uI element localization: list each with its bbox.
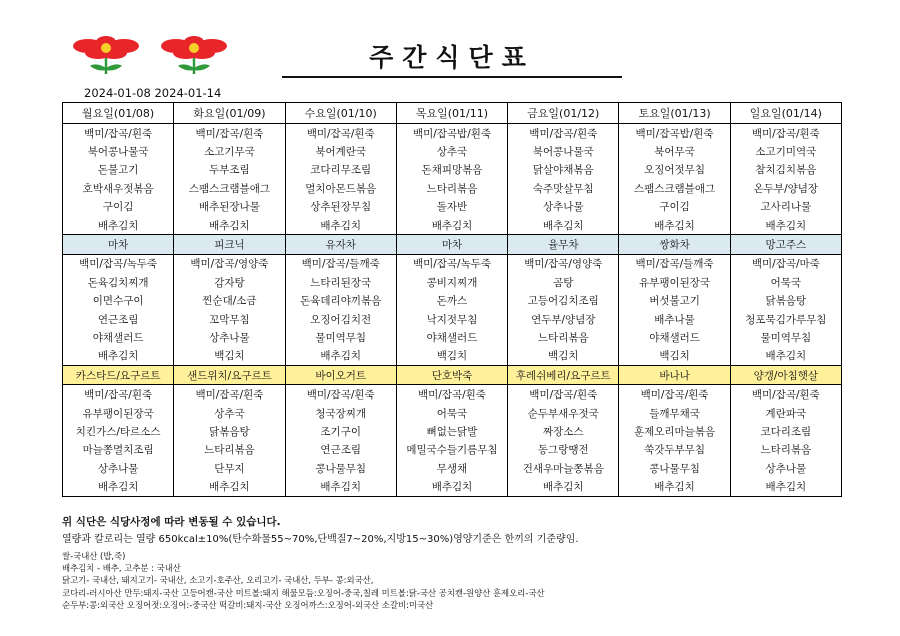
flower-icon (73, 36, 139, 74)
dinner-section (63, 385, 842, 496)
menu-cell: 연근조림 (63, 310, 174, 328)
menu-cell: 야채샐러드 (63, 328, 174, 346)
day-header-row (63, 103, 842, 124)
menu-cell: 유부팽이된장국 (619, 273, 730, 291)
breakfast-section (63, 124, 842, 235)
menu-cell: 느타리볶음 (730, 441, 841, 459)
snack-cell: 단호박죽 (396, 366, 507, 385)
menu-cell: 느타리볶음 (396, 179, 507, 197)
menu-cell: 스팸스크램블애그 (619, 179, 730, 197)
menu-cell: 백미/잡곡밥/흰죽 (619, 124, 730, 143)
snack-cell: 카스타드/요구르트 (63, 366, 174, 385)
menu-cell: 콩나물무침 (285, 459, 396, 477)
breakfast-row (63, 124, 842, 143)
snack-cell: 망고주스 (730, 235, 841, 254)
dinner-row (63, 459, 842, 477)
menu-cell: 야채샐러드 (619, 328, 730, 346)
menu-cell: 이면수구이 (63, 292, 174, 310)
menu-cell: 연근조림 (285, 441, 396, 459)
menu-cell: 백미/잡곡/흰죽 (396, 385, 507, 404)
origin-line: 쌀-국내산 (밥,죽) (62, 551, 126, 561)
dinner-row (63, 422, 842, 440)
breakfast-row (63, 161, 842, 179)
menu-cell: 느타리볶음 (508, 328, 619, 346)
menu-cell: 배추김치 (396, 477, 507, 496)
menu-cell: 스팸스크램블애그 (174, 179, 285, 197)
breakfast-row (63, 216, 842, 235)
snack-cell: 쌍화차 (619, 235, 730, 254)
snack-cell: 유자차 (285, 235, 396, 254)
snack-cell: 율무차 (508, 235, 619, 254)
day-header: 토요일(01/13) (619, 103, 730, 124)
weekly-menu-table (62, 102, 842, 497)
menu-cell: 곰탕 (508, 273, 619, 291)
menu-cell: 배추김치 (285, 477, 396, 496)
lunch-section (63, 254, 842, 365)
menu-cell: 오징어김치전 (285, 310, 396, 328)
lunch-row (63, 254, 842, 273)
origin-info (62, 550, 545, 611)
menu-cell: 참치김치볶음 (730, 161, 841, 179)
menu-cell: 백미/잡곡/녹두죽 (396, 254, 507, 273)
menu-cell: 백김치 (619, 347, 730, 366)
day-header: 금요일(01/12) (508, 103, 619, 124)
menu-cell: 백미/잡곡/영양죽 (508, 254, 619, 273)
menu-cell: 북어콩나물국 (63, 142, 174, 160)
menu-cell: 구이김 (619, 198, 730, 216)
notice-text: 위 식단은 식당사정에 따라 변동될 수 있습니다. (62, 516, 281, 528)
menu-cell: 배추김치 (730, 347, 841, 366)
menu-cell: 무생채 (396, 459, 507, 477)
day-header: 화요일(01/09) (174, 103, 285, 124)
menu-cell: 닭살야채볶음 (508, 161, 619, 179)
date-range: 2024-01-08 2024-01-14 (84, 86, 222, 100)
lunch-row (63, 292, 842, 310)
menu-cell: 배추김치 (730, 216, 841, 235)
menu-cell: 유부팽이된장국 (63, 404, 174, 422)
menu-cell: 상추나물 (63, 459, 174, 477)
menu-cell: 배추김치 (285, 216, 396, 235)
menu-cell: 백미/잡곡/들깨죽 (285, 254, 396, 273)
menu-cell: 순두부새우젓국 (508, 404, 619, 422)
menu-cell: 북어무국 (619, 142, 730, 160)
snack-cell: 마차 (396, 235, 507, 254)
menu-cell: 돈육김치찌개 (63, 273, 174, 291)
menu-cell: 배추김치 (174, 216, 285, 235)
day-header: 수요일(01/10) (285, 103, 396, 124)
menu-cell: 호박새우젓볶음 (63, 179, 174, 197)
menu-cell: 상추나물 (730, 459, 841, 477)
menu-cell: 돈육데리야끼볶음 (285, 292, 396, 310)
afternoon-snack-row (63, 366, 842, 385)
menu-cell: 닭볶음탕 (730, 292, 841, 310)
menu-cell: 백미/잡곡/흰죽 (63, 385, 174, 404)
snack-cell: 바이오거트 (285, 366, 396, 385)
menu-cell: 낙지젓무침 (396, 310, 507, 328)
menu-cell: 백미/잡곡/들깨죽 (619, 254, 730, 273)
day-header: 일요일(01/14) (730, 103, 841, 124)
menu-cell: 배추김치 (619, 477, 730, 496)
menu-cell: 어묵국 (396, 404, 507, 422)
menu-cell: 오징어젓무침 (619, 161, 730, 179)
menu-cell: 쑥갓두부무침 (619, 441, 730, 459)
menu-cell: 코다리조림 (730, 422, 841, 440)
menu-cell: 배추된장나물 (174, 198, 285, 216)
menu-cell: 백미/잡곡/흰죽 (508, 385, 619, 404)
menu-cell: 배추김치 (508, 477, 619, 496)
breakfast-row (63, 142, 842, 160)
menu-cell: 느타리된장국 (285, 273, 396, 291)
dinner-row (63, 404, 842, 422)
menu-cell: 돌자반 (396, 198, 507, 216)
menu-cell: 고등어김치조림 (508, 292, 619, 310)
menu-cell: 백미/잡곡/흰죽 (63, 124, 174, 143)
menu-cell: 물미역무침 (285, 328, 396, 346)
menu-cell: 백미/잡곡/흰죽 (730, 124, 841, 143)
title-underline (282, 76, 622, 78)
snack-cell: 바나나 (619, 366, 730, 385)
menu-cell: 배추김치 (508, 216, 619, 235)
menu-cell: 계란파국 (730, 404, 841, 422)
day-header: 월요일(01/08) (63, 103, 174, 124)
menu-cell: 닭볶음탕 (174, 422, 285, 440)
menu-cell: 배추나물 (619, 310, 730, 328)
menu-cell: 감자탕 (174, 273, 285, 291)
menu-cell: 조기구이 (285, 422, 396, 440)
menu-cell: 치킨가스/타르소스 (63, 422, 174, 440)
dinner-row (63, 385, 842, 404)
menu-cell: 백미/잡곡/흰죽 (174, 385, 285, 404)
menu-cell: 배추김치 (285, 347, 396, 366)
snack-cell: 양갱/아침햇살 (730, 366, 841, 385)
menu-cell: 훈제오리마늘볶음 (619, 422, 730, 440)
snack-cell: 후레쉬베리/요구르트 (508, 366, 619, 385)
menu-cell: 돈채피망볶음 (396, 161, 507, 179)
menu-cell: 뼈없는닭발 (396, 422, 507, 440)
origin-line: 배추김치 - 배추, 고추분 : 국내산 (62, 563, 181, 574)
lunch-row (63, 273, 842, 291)
menu-cell: 백김치 (174, 347, 285, 366)
menu-cell: 물미역무침 (730, 328, 841, 346)
menu-cell: 상추나물 (508, 198, 619, 216)
menu-cell: 북어계란국 (285, 142, 396, 160)
flower-icon (161, 36, 227, 74)
menu-cell: 동그랑땡전 (508, 441, 619, 459)
snack-cell: 피크닉 (174, 235, 285, 254)
menu-cell: 연두부/양념장 (508, 310, 619, 328)
origin-line: 닭고기- 국내산, 돼지고기- 국내산, 소고기-호주산, 오리고기- 국내산, 두부- 콩:외국산, (62, 575, 374, 586)
lunch-row (63, 328, 842, 346)
menu-cell: 백미/잡곡/흰죽 (730, 385, 841, 404)
menu-cell: 버섯불고기 (619, 292, 730, 310)
menu-cell: 백미/잡곡/흰죽 (174, 124, 285, 143)
menu-cell: 배추김치 (63, 216, 174, 235)
menu-cell: 백미/잡곡/흰죽 (508, 124, 619, 143)
menu-cell: 상추국 (396, 142, 507, 160)
origin-line: 코다리-러시아산 만두:돼지-국산 고등어캔-국산 미트볼:돼지 해물모듬:오징어-중국,칠레 미트볼:닭-국산 공치캔-원양산 훈제오리-국산 (62, 587, 545, 598)
menu-cell: 소고기미역국 (730, 142, 841, 160)
lunch-row (63, 310, 842, 328)
menu-cell: 북어콩나물국 (508, 142, 619, 160)
menu-cell: 온두부/양념장 (730, 179, 841, 197)
menu-cell: 멸치아몬드볶음 (285, 179, 396, 197)
menu-cell: 백미/잡곡/흰죽 (619, 385, 730, 404)
menu-cell: 배추김치 (396, 216, 507, 235)
menu-cell: 들깨무채국 (619, 404, 730, 422)
menu-cell: 청국장찌개 (285, 404, 396, 422)
flower-decoration (60, 34, 240, 76)
snack-cell: 마차 (63, 235, 174, 254)
menu-cell: 백김치 (396, 347, 507, 366)
menu-cell: 꼬막무침 (174, 310, 285, 328)
menu-cell: 상추된장무침 (285, 198, 396, 216)
menu-cell: 건새우마늘쫑볶음 (508, 459, 619, 477)
dinner-row (63, 477, 842, 496)
menu-cell: 배추김치 (619, 216, 730, 235)
menu-cell: 짜장소스 (508, 422, 619, 440)
menu-cell: 야채샐러드 (396, 328, 507, 346)
breakfast-row (63, 198, 842, 216)
nutrition-standard: 열량과 칼로리는 열량 650kcal±10%(탄수화물55~70%,단백질7~20%,지방15~30%)영양기준은 한끼의 기준량임. (62, 534, 579, 545)
menu-cell: 메밀국수들기름무침 (396, 441, 507, 459)
menu-cell: 코다리무조림 (285, 161, 396, 179)
menu-cell: 백미/잡곡/마죽 (730, 254, 841, 273)
menu-cell: 백미/잡곡/흰죽 (285, 124, 396, 143)
menu-cell: 백미/잡곡/영양죽 (174, 254, 285, 273)
menu-cell: 백미/잡곡/흰죽 (285, 385, 396, 404)
menu-cell: 배추김치 (63, 347, 174, 366)
dinner-row (63, 441, 842, 459)
menu-cell: 상추나물 (174, 328, 285, 346)
menu-cell: 구이김 (63, 198, 174, 216)
menu-cell: 백미/잡곡/녹두죽 (63, 254, 174, 273)
menu-cell: 배추김치 (63, 477, 174, 496)
morning-snack-row (63, 235, 842, 254)
origin-line: 순두부:콩:외국산 오징어젓:오징어:-중국산 떡갈비:돼지-국산 오징어까스:오징어-외국산 소갈비:미국산 (62, 599, 434, 610)
menu-cell: 소고기무국 (174, 142, 285, 160)
menu-cell: 마늘쫑멸치조림 (63, 441, 174, 459)
menu-cell: 배추김치 (174, 477, 285, 496)
menu-cell: 어묵국 (730, 273, 841, 291)
menu-cell: 배추김치 (730, 477, 841, 496)
lunch-row (63, 347, 842, 366)
page-title: 주간식단표 (369, 43, 535, 72)
menu-cell: 돈까스 (396, 292, 507, 310)
menu-cell: 돈불고기 (63, 161, 174, 179)
menu-cell: 두부조림 (174, 161, 285, 179)
menu-cell: 찐순대/소금 (174, 292, 285, 310)
menu-cell: 콩비지찌개 (396, 273, 507, 291)
menu-cell: 청포묵김가루무침 (730, 310, 841, 328)
breakfast-row (63, 179, 842, 197)
menu-cell: 콩나물무침 (619, 459, 730, 477)
menu-cell: 상추국 (174, 404, 285, 422)
menu-cell: 백김치 (508, 347, 619, 366)
menu-cell: 단무지 (174, 459, 285, 477)
menu-cell: 느타리볶음 (174, 441, 285, 459)
day-header: 목요일(01/11) (396, 103, 507, 124)
menu-cell: 백미/잡곡밥/흰죽 (396, 124, 507, 143)
menu-cell: 고사리나물 (730, 198, 841, 216)
menu-cell: 숙주맛살무침 (508, 179, 619, 197)
snack-cell: 샌드위치/요구르트 (174, 366, 285, 385)
